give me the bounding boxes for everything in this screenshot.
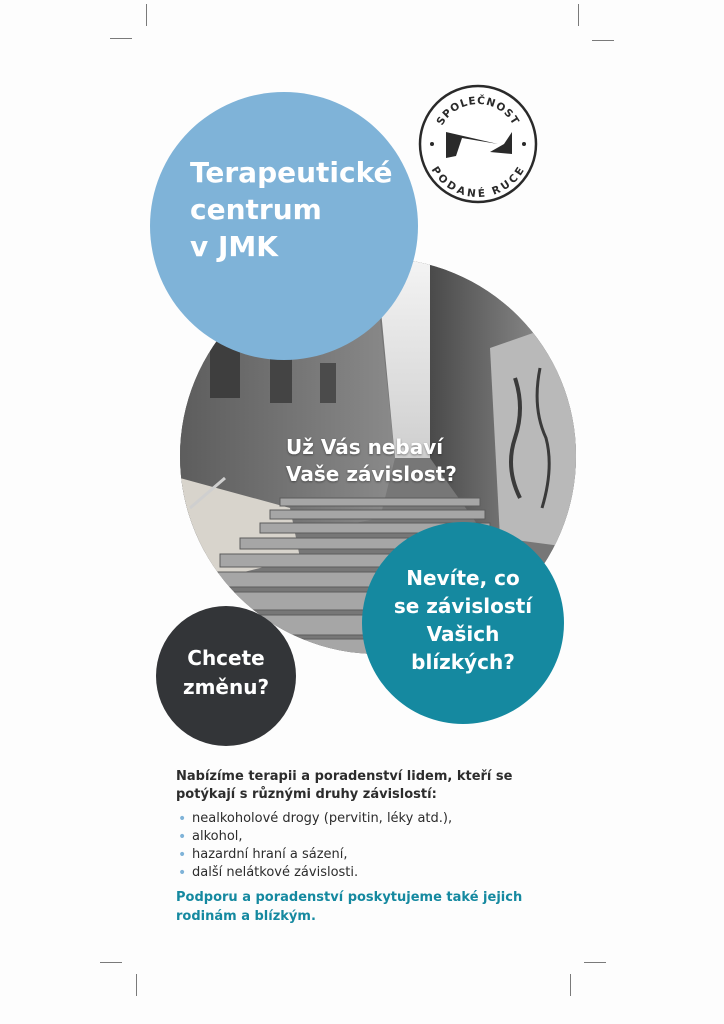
- list-item-text: další nelátkové závislosti.: [192, 865, 359, 880]
- page-title: [190, 154, 392, 265]
- intro-line-1: Nabízíme terapii a poradenství lidem, kteří se: [176, 769, 513, 784]
- closing-line-1: Podporu a poradenství poskytujeme také jejich: [176, 890, 523, 905]
- logo-top-text: SPOLEČNOST: [434, 94, 522, 128]
- title-line-1: Terapeutické: [190, 156, 393, 189]
- body-text: [176, 768, 556, 939]
- addiction-list: [176, 810, 556, 882]
- question-relatives-line2: se závislostí: [393, 594, 533, 618]
- crop-mark-top-left-h: [110, 38, 132, 39]
- question-change-circle: [156, 606, 296, 746]
- spolecnost-podane-ruce-logo: [416, 82, 540, 206]
- crop-mark-top-right-h: [592, 40, 614, 41]
- list-item: [176, 828, 556, 846]
- crop-mark-bottom-right: [570, 974, 571, 996]
- question-addiction: [286, 434, 457, 488]
- list-item: [176, 810, 556, 828]
- question-relatives-circle: [362, 522, 564, 724]
- title-circle: [150, 92, 418, 360]
- question-addiction-line1: Už Vás nebaví: [286, 435, 444, 459]
- closing-line-2: rodinám a blízkým.: [176, 909, 316, 924]
- title-line-2: centrum: [190, 193, 322, 226]
- question-change: [156, 644, 296, 702]
- intro-paragraph: [176, 768, 556, 804]
- list-item-text: nealkoholové drogy (pervitin, léky atd.),: [192, 811, 453, 826]
- bullet-icon: •: [178, 865, 187, 881]
- intro-line-2: potýkají s různými druhy závislostí:: [176, 787, 437, 802]
- bullet-icon: •: [178, 829, 187, 845]
- logo-bottom-text: PODANÉ RUCE: [428, 164, 528, 201]
- question-relatives-line3: Vašich: [426, 622, 500, 646]
- bullet-icon: •: [178, 811, 187, 827]
- list-item-text: hazardní hraní a sázení,: [192, 847, 348, 862]
- question-relatives-line4: blízkých?: [411, 650, 515, 674]
- crop-mark-top-left: [146, 4, 147, 26]
- bullet-icon: •: [178, 847, 187, 863]
- title-line-3: v JMK: [190, 230, 278, 263]
- closing-paragraph: [176, 888, 556, 926]
- question-change-line1: Chcete: [187, 646, 265, 670]
- question-relatives-line1: Nevíte, co: [406, 566, 520, 590]
- question-addiction-line2: Vaše závislost?: [286, 462, 457, 486]
- crop-mark-bottom-left-h: [100, 962, 122, 963]
- question-relatives: [362, 564, 564, 676]
- crop-mark-bottom-right-h: [584, 962, 606, 963]
- question-change-line2: změnu?: [182, 675, 270, 699]
- list-item-text: alkohol,: [192, 829, 243, 844]
- crop-mark-top-right: [578, 4, 579, 26]
- list-item: [176, 864, 556, 882]
- crop-mark-bottom-left: [136, 974, 137, 996]
- list-item: [176, 846, 556, 864]
